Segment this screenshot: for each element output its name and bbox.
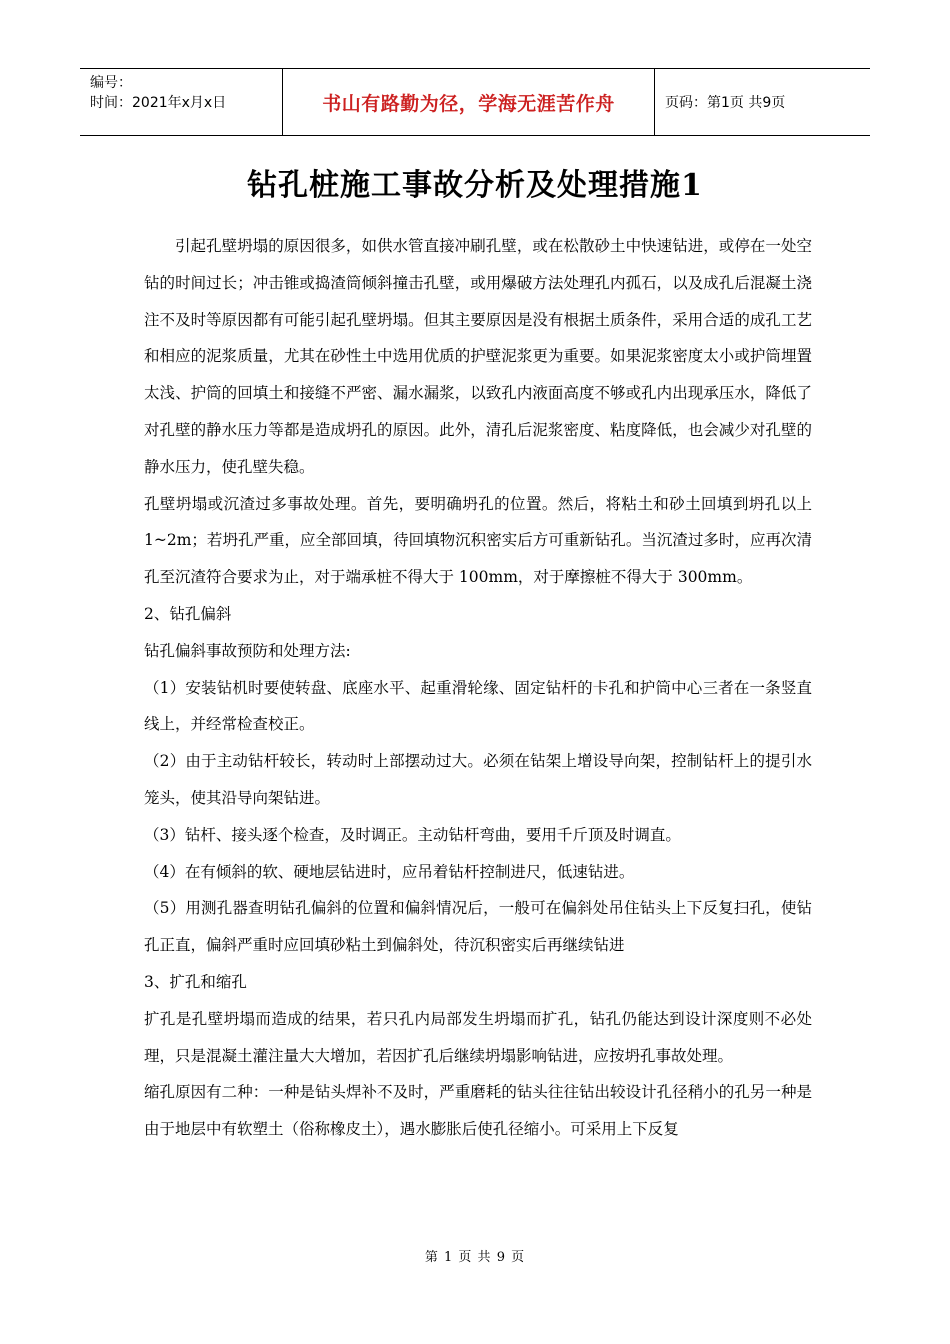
- header-page-info-cell: [655, 69, 870, 135]
- list-item: （4）在有倾斜的软、硬地层钻进时，应吊着钻杆控制进尺，低速钻进。: [144, 862, 635, 881]
- document-body: [144, 228, 812, 1148]
- list-item: （2）由于主动钻杆较长，转动时上部摆动过大。必须在钻架上增设导向架，控制钻杆上的提引水笼头，使其沿导向架钻进。: [144, 752, 812, 807]
- paragraph: 钻孔偏斜事故预防和处理方法:: [144, 641, 351, 660]
- section-heading: 3、扩孔和缩孔: [144, 972, 247, 991]
- header-motto-cell: [282, 69, 655, 135]
- paragraph: 扩孔是孔壁坍塌而造成的结果，若只孔内局部发生坍塌而扩孔，钻孔仍能达到设计深度则不必处理，只是混凝土灌注量大大增加，若因扩孔后继续坍塌影响钻进，应按坍孔事故处理。: [144, 1009, 812, 1065]
- document-header: [80, 68, 870, 136]
- paragraph: 缩孔原因有二种：一种是钻头焊补不及时，严重磨耗的钻头往往钻出较设计孔径稍小的孔另一种是由于地层中有软塑土（俗称橡皮土），遇水膨胀后使孔径缩小。可采用上下反复: [144, 1083, 812, 1139]
- header-meta: [80, 69, 282, 135]
- document-time: 时间：2021年x月x日: [90, 95, 227, 111]
- list-item: （5）用测孔器查明钻孔偏斜的位置和偏斜情况后，一般可在偏斜处吊住钻头上下反复扫孔，使钻孔正直，偏斜严重时应回填砂粘土到偏斜处，待沉积密实后再继续钻进: [144, 899, 812, 955]
- document-number: 编号：: [90, 75, 132, 91]
- paragraph: 引起孔壁坍塌的原因很多，如供水管直接冲刷孔壁，或在松散砂土中快速钻进，或停在一处空钻的时间过长；冲击锥或捣渣筒倾斜撞击孔壁，或用爆破方法处理孔内孤石，以及成孔后混凝土浇注不及时等原因都有可能引起孔壁坍塌。但其主要原因是没有根据土质条件，采用合适的成孔工艺和相应的泥浆质量，尤其在砂性土中选用优质的护壁泥浆更为重要。如果泥浆密度太小或护筒埋置太浅、护筒的回填土和接缝不严密、漏水漏浆，以致孔内液面高度不够或孔内出现承压水，降低了对孔壁的静水压力等都是造成坍孔的原因。此外，清孔后泥浆密度、粘度降低，也会减少对孔壁的静水压力，使孔壁失稳。: [144, 237, 812, 476]
- paragraph: 孔壁坍塌或沉渣过多事故处理。首先，要明确坍孔的位置。然后，将粘土和砂土回填到坍孔以上 1~2m；若坍孔严重，应全部回填，待回填物沉积密实后方可重新钻孔。当沉渣过多时，应再次清孔至沉渣符合要求为止，对于端承桩不得大于 100mm，对于摩擦桩不得大于 300mm。: [144, 494, 812, 587]
- page-footer: 第 1 页 共 9 页: [424, 1250, 526, 1265]
- header-page-info: 页码：第1页 共9页: [665, 95, 786, 111]
- list-item: （3）钻杆、接头逐个检查，及时调正。主动钻杆弯曲，要用千斤顶及时调直。: [144, 825, 681, 844]
- section-heading: 2、钻孔偏斜: [144, 604, 232, 623]
- header-motto: 书山有路勤为径，学海无涯苦作舟: [322, 92, 615, 115]
- document-title: 钻孔桩施工事故分析及处理措施1: [247, 168, 703, 203]
- list-item: （1）安装钻机时要使转盘、底座水平、起重滑轮缘、固定钻杆的卡孔和护筒中心三者在一条竖直线上，并经常检查校正。: [144, 678, 812, 734]
